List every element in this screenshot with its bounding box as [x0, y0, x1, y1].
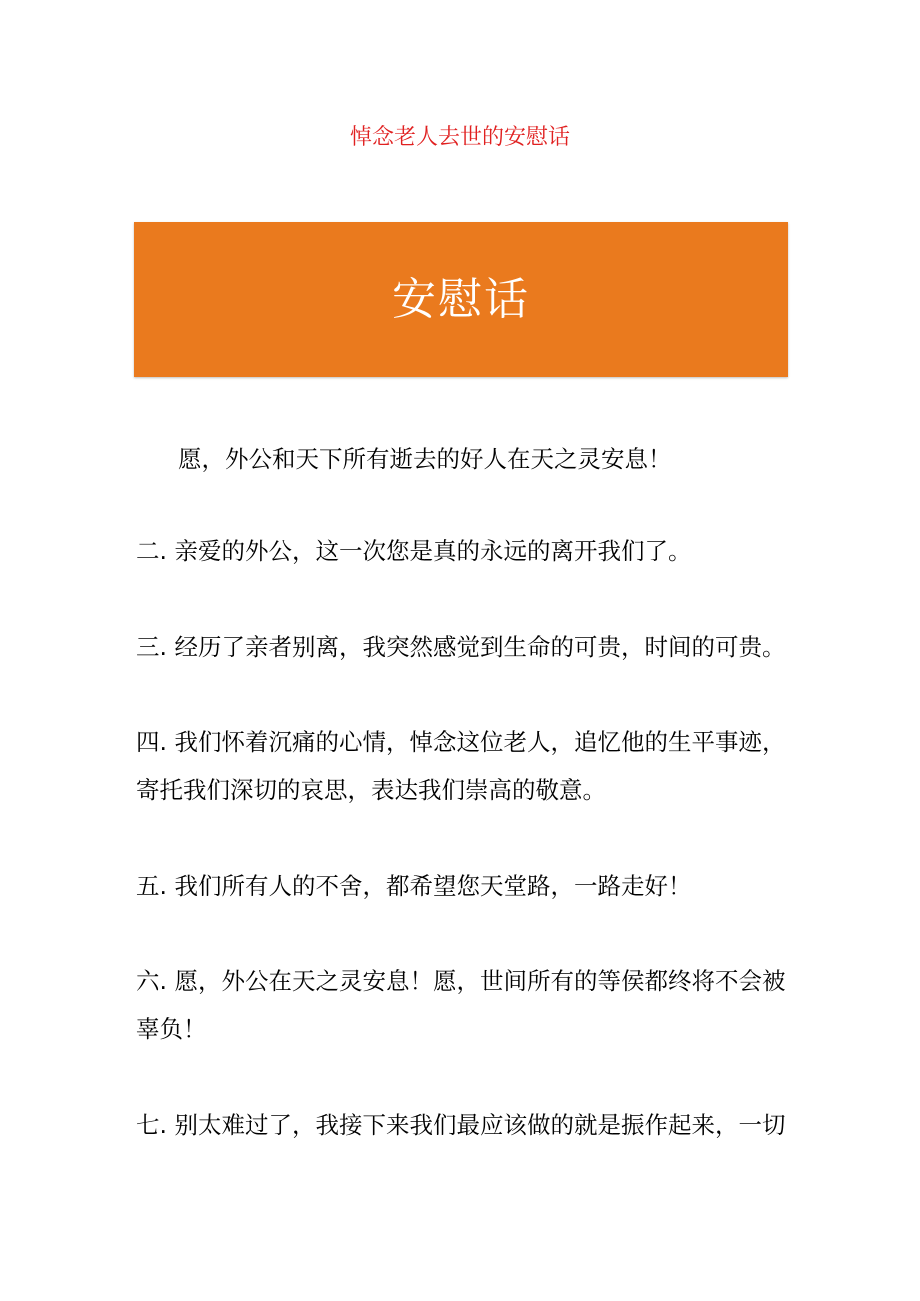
- paragraph-3: [136, 623, 796, 671]
- document-title: 悼念老人去世的安慰话: [349, 125, 570, 150]
- paragraph-1: [178, 435, 838, 483]
- paragraph-line: 辜负！: [136, 1015, 207, 1043]
- paragraph-line: 四. 我们怀着沉痛的心情，悼念这位老人，追忆他的生平事迹，: [136, 728, 786, 756]
- paragraph-2: [136, 527, 796, 575]
- banner-text: 安慰话: [392, 273, 530, 325]
- paragraph-line: 寄托我们深切的哀思，表达我们崇高的敬意。: [136, 776, 606, 804]
- paragraph-5: [136, 862, 796, 910]
- paragraph-line: 三. 经历了亲者别离，我突然感觉到生命的可贵，时间的可贵。: [136, 633, 786, 661]
- paragraph-line: 六. 愿，外公在天之灵安息！愿，世间所有的等侯都终将不会被: [136, 967, 786, 995]
- paragraph-6: [136, 957, 796, 1053]
- paragraph-line: 五. 我们所有人的不舍，都希望您天堂路，一路走好！: [136, 872, 692, 900]
- paragraph-line: 二. 亲爱的外公，这一次您是真的永远的离开我们了。: [136, 537, 692, 565]
- paragraph-line: 愿，外公和天下所有逝去的好人在天之灵安息！: [178, 445, 672, 473]
- header-banner: [134, 222, 788, 377]
- paragraph-4: [136, 718, 796, 814]
- paragraph-line: 七. 别太难过了，我接下来我们最应该做的就是振作起来，一切: [136, 1111, 786, 1139]
- paragraph-7: [136, 1101, 796, 1149]
